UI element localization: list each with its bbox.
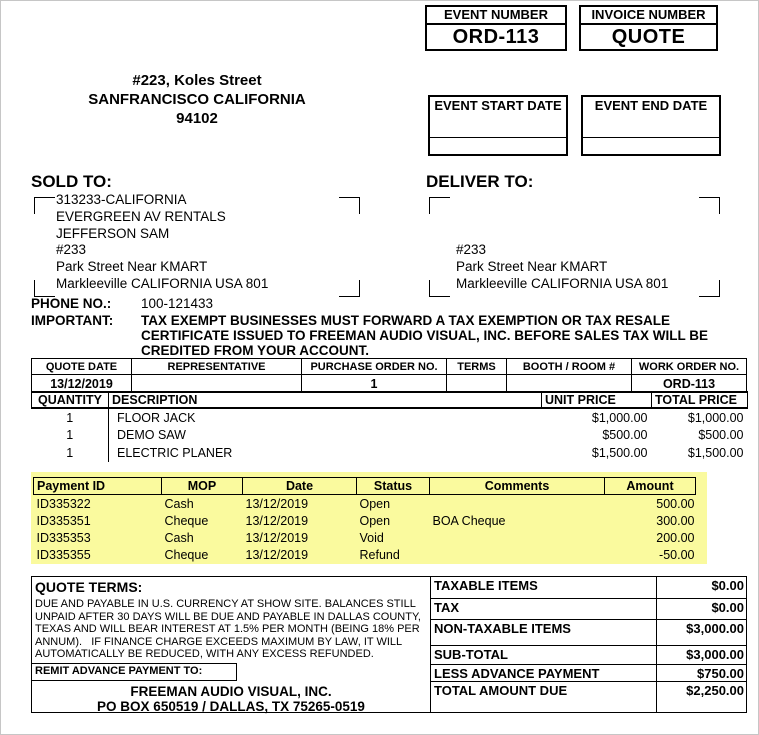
totals-row — [431, 664, 747, 681]
totals-row — [431, 598, 747, 619]
payment-comments — [430, 546, 605, 563]
quote-terms-line: ANNUM). IF FINANCE CHARGE EXCEEDS MAXIMUM BY LAW, IT WILL — [35, 635, 403, 648]
corner-bracket — [34, 197, 55, 214]
quote-terms-line: TEXAS AND WILL BEAR INTEREST AT 1.5% PER MONTH (BEING 18% PER — [35, 623, 420, 636]
corner-bracket — [699, 197, 720, 214]
corner-bracket — [699, 280, 720, 297]
payment-status: Refund — [359, 547, 400, 562]
company-address-line: 94102 — [176, 110, 218, 127]
quote-terms-line: DUE AND PAYABLE IN U.S. CURRENCY AT SHOW SITE. BALANCES STILL — [35, 598, 416, 610]
event-end-date-label: EVENT END DATE — [583, 97, 719, 138]
item-row — [32, 444, 748, 462]
totals-value: $750.00 — [656, 664, 747, 681]
bottom-section — [31, 576, 747, 713]
corner-bracket — [339, 197, 360, 214]
corner-bracket — [339, 280, 360, 297]
items-header: UNIT PRICE — [542, 392, 652, 409]
payment-mop: Cash — [164, 530, 194, 545]
item-total-price: $1,000.00 — [687, 410, 744, 425]
item-total-price: $1,500.00 — [687, 445, 744, 460]
representative-value — [132, 375, 302, 393]
items-table — [31, 391, 748, 462]
purchase-order-value: 1 — [302, 375, 447, 393]
totals-value: $0.00 — [656, 577, 747, 598]
booth-room-value — [507, 375, 632, 393]
remit-company-name: FREEMAN AUDIO VISUAL, INC. — [130, 684, 332, 699]
totals-panel — [430, 577, 747, 712]
deliver-to-address — [456, 242, 668, 292]
item-unit-price: $500.00 — [602, 428, 648, 443]
sold-to-line: EVERGREEN AV RENTALS — [56, 208, 226, 224]
payments-header-row — [34, 478, 696, 495]
item-unit-price: $1,000.00 — [591, 410, 648, 425]
totals-row — [431, 681, 747, 712]
payment-mop: Cheque — [164, 513, 209, 528]
order-info-header: QUOTE DATE — [32, 359, 132, 375]
totals-value: $3,000.00 — [656, 645, 747, 664]
payments-header: Date — [243, 478, 357, 495]
payments-header: Comments — [430, 478, 605, 495]
totals-value: $2,250.00 — [686, 682, 744, 698]
item-row — [32, 427, 748, 445]
terms-value — [447, 375, 507, 393]
items-header-row — [32, 392, 748, 409]
payment-amount: -50.00 — [659, 547, 695, 562]
quote-date-value: 13/12/2019 — [32, 375, 132, 393]
totals-row — [431, 577, 747, 598]
item-total-price: $500.00 — [698, 428, 744, 443]
invoice-number-box — [579, 5, 718, 51]
payment-amount: 300.00 — [656, 513, 695, 528]
payments-header: Amount — [605, 478, 696, 495]
important-text — [141, 313, 709, 359]
event-number-box — [425, 5, 567, 51]
sold-to-address — [56, 192, 268, 293]
remit-payment-label: REMIT ADVANCE PAYMENT TO: — [32, 663, 237, 681]
totals-label: TOTAL AMOUNT DUE — [431, 681, 656, 712]
payment-row — [34, 495, 696, 513]
sold-to-heading: SOLD TO: — [31, 172, 112, 191]
payment-date: 13/12/2019 — [245, 547, 309, 562]
invoice-number-value: QUOTE — [611, 26, 686, 48]
item-unit-price: $1,500.00 — [591, 445, 648, 460]
payment-date: 13/12/2019 — [245, 513, 309, 528]
item-qty: 1 — [32, 444, 109, 462]
payments-header: Payment ID — [34, 478, 162, 495]
order-info-header: TERMS — [447, 359, 507, 375]
items-header: TOTAL PRICE — [652, 392, 748, 409]
work-order-value: ORD-113 — [632, 375, 747, 393]
deliver-to-heading: DELIVER TO: — [426, 172, 534, 191]
payment-id: ID335322 — [36, 496, 91, 511]
item-row — [32, 408, 748, 427]
important-text-line: TAX EXEMPT BUSINESSES MUST FORWARD A TAX EXEMPTION OR TAX RESALE — [141, 313, 671, 328]
company-address-line: #223, Koles Street — [132, 72, 262, 89]
item-qty: 1 — [32, 427, 109, 445]
items-header: DESCRIPTION — [109, 392, 542, 409]
payment-date: 13/12/2019 — [245, 496, 309, 511]
payment-status: Void — [359, 530, 384, 545]
payments-header: Status — [357, 478, 430, 495]
sold-to-line: #233 — [56, 242, 87, 258]
deliver-to-line: #233 — [456, 242, 487, 257]
corner-bracket — [34, 280, 55, 297]
order-info-header: BOOTH / ROOM # — [507, 359, 632, 375]
important-text-line: CERTIFICATE ISSUED TO FREEMAN AUDIO VISUAL, INC. BEFORE SALES TAX WILL BE — [141, 328, 709, 344]
quote-terms-line: AUTOMATICALLY BE REDUCED, WITH ANY EXCESS REFUNDED. — [35, 648, 374, 661]
sold-to-line: Park Street Near KMART — [56, 259, 208, 275]
event-end-date-value — [583, 138, 719, 154]
payment-id: ID335351 — [36, 513, 91, 528]
totals-label: LESS ADVANCE PAYMENT — [431, 664, 656, 681]
order-info-header: PURCHASE ORDER NO. — [302, 359, 447, 375]
totals-label: TAXABLE ITEMS — [431, 577, 656, 598]
totals-label: SUB-TOTAL — [431, 645, 656, 664]
payment-comments — [430, 529, 605, 546]
totals-row — [431, 619, 747, 645]
totals-row — [431, 645, 747, 664]
event-start-date-value — [430, 138, 566, 154]
corner-bracket — [429, 197, 450, 214]
payment-id: ID335353 — [36, 530, 91, 545]
payment-date: 13/12/2019 — [245, 530, 309, 545]
event-end-date-box — [581, 95, 721, 156]
item-description: DEMO SAW — [117, 428, 186, 443]
order-info-header: REPRESENTATIVE — [132, 359, 302, 375]
sold-to-line: Markleeville CALIFORNIA USA 801 — [56, 275, 269, 291]
sold-to-line: JEFFERSON SAM — [56, 225, 170, 241]
quote-terms-text — [35, 598, 429, 661]
payment-status: Open — [359, 496, 391, 511]
payment-status: Open — [359, 513, 391, 528]
payment-row — [34, 546, 696, 563]
company-address — [41, 71, 353, 128]
payment-amount: 200.00 — [656, 530, 695, 545]
company-address-line: SANFRANCISCO CALIFORNIA — [88, 91, 306, 108]
payment-comments: BOA Cheque — [432, 513, 506, 528]
totals-label: TAX — [431, 598, 656, 619]
payment-mop: Cheque — [164, 547, 209, 562]
order-info-header: WORK ORDER NO. — [632, 359, 747, 375]
order-info-value-row — [32, 375, 747, 393]
payment-mop: Cash — [164, 496, 194, 511]
important-text-line: CREDITED FROM YOUR ACCOUNT. — [141, 343, 370, 359]
totals-label: NON-TAXABLE ITEMS — [431, 619, 656, 645]
phone-label: PHONE NO.: — [31, 296, 112, 311]
quote-terms-line: UNPAID AFTER 30 DAYS WILL BE DUE AND PAYABLE IN DALLAS COUNTY, — [35, 610, 421, 623]
corner-bracket — [429, 280, 450, 297]
sold-to-line: 313233-CALIFORNIA — [56, 192, 187, 207]
totals-table — [431, 577, 747, 712]
phone-value: 100-121433 — [141, 296, 214, 311]
item-qty: 1 — [32, 408, 109, 427]
payment-row — [34, 512, 696, 529]
payment-row — [34, 529, 696, 546]
remit-company-address: PO BOX 650519 / DALLAS, TX 75265-0519 — [97, 699, 365, 714]
event-start-date-box — [428, 95, 568, 156]
deliver-to-line: Markleeville CALIFORNIA USA 801 — [456, 275, 669, 291]
event-number-label: EVENT NUMBER — [427, 7, 565, 25]
payment-amount: 500.00 — [656, 496, 695, 511]
order-info-table — [31, 358, 747, 393]
invoice-number-label: INVOICE NUMBER — [581, 7, 716, 25]
items-header: QUANTITY — [32, 392, 109, 409]
payment-comments — [430, 495, 605, 513]
item-description: FLOOR JACK — [117, 410, 196, 425]
item-description: ELECTRIC PLANER — [117, 445, 233, 460]
deliver-to-line: Park Street Near KMART — [456, 258, 608, 274]
important-label: IMPORTANT: — [31, 313, 114, 328]
event-start-date-label: EVENT START DATE — [430, 97, 566, 138]
payments-header: MOP — [162, 478, 243, 495]
totals-value: $0.00 — [656, 598, 747, 619]
event-number-value: ORD-113 — [452, 26, 540, 48]
payment-id: ID335355 — [36, 547, 91, 562]
totals-value: $3,000.00 — [656, 619, 747, 645]
payments-table — [33, 477, 696, 563]
order-info-header-row — [32, 359, 747, 375]
quote-terms-heading: QUOTE TERMS: — [35, 579, 143, 595]
